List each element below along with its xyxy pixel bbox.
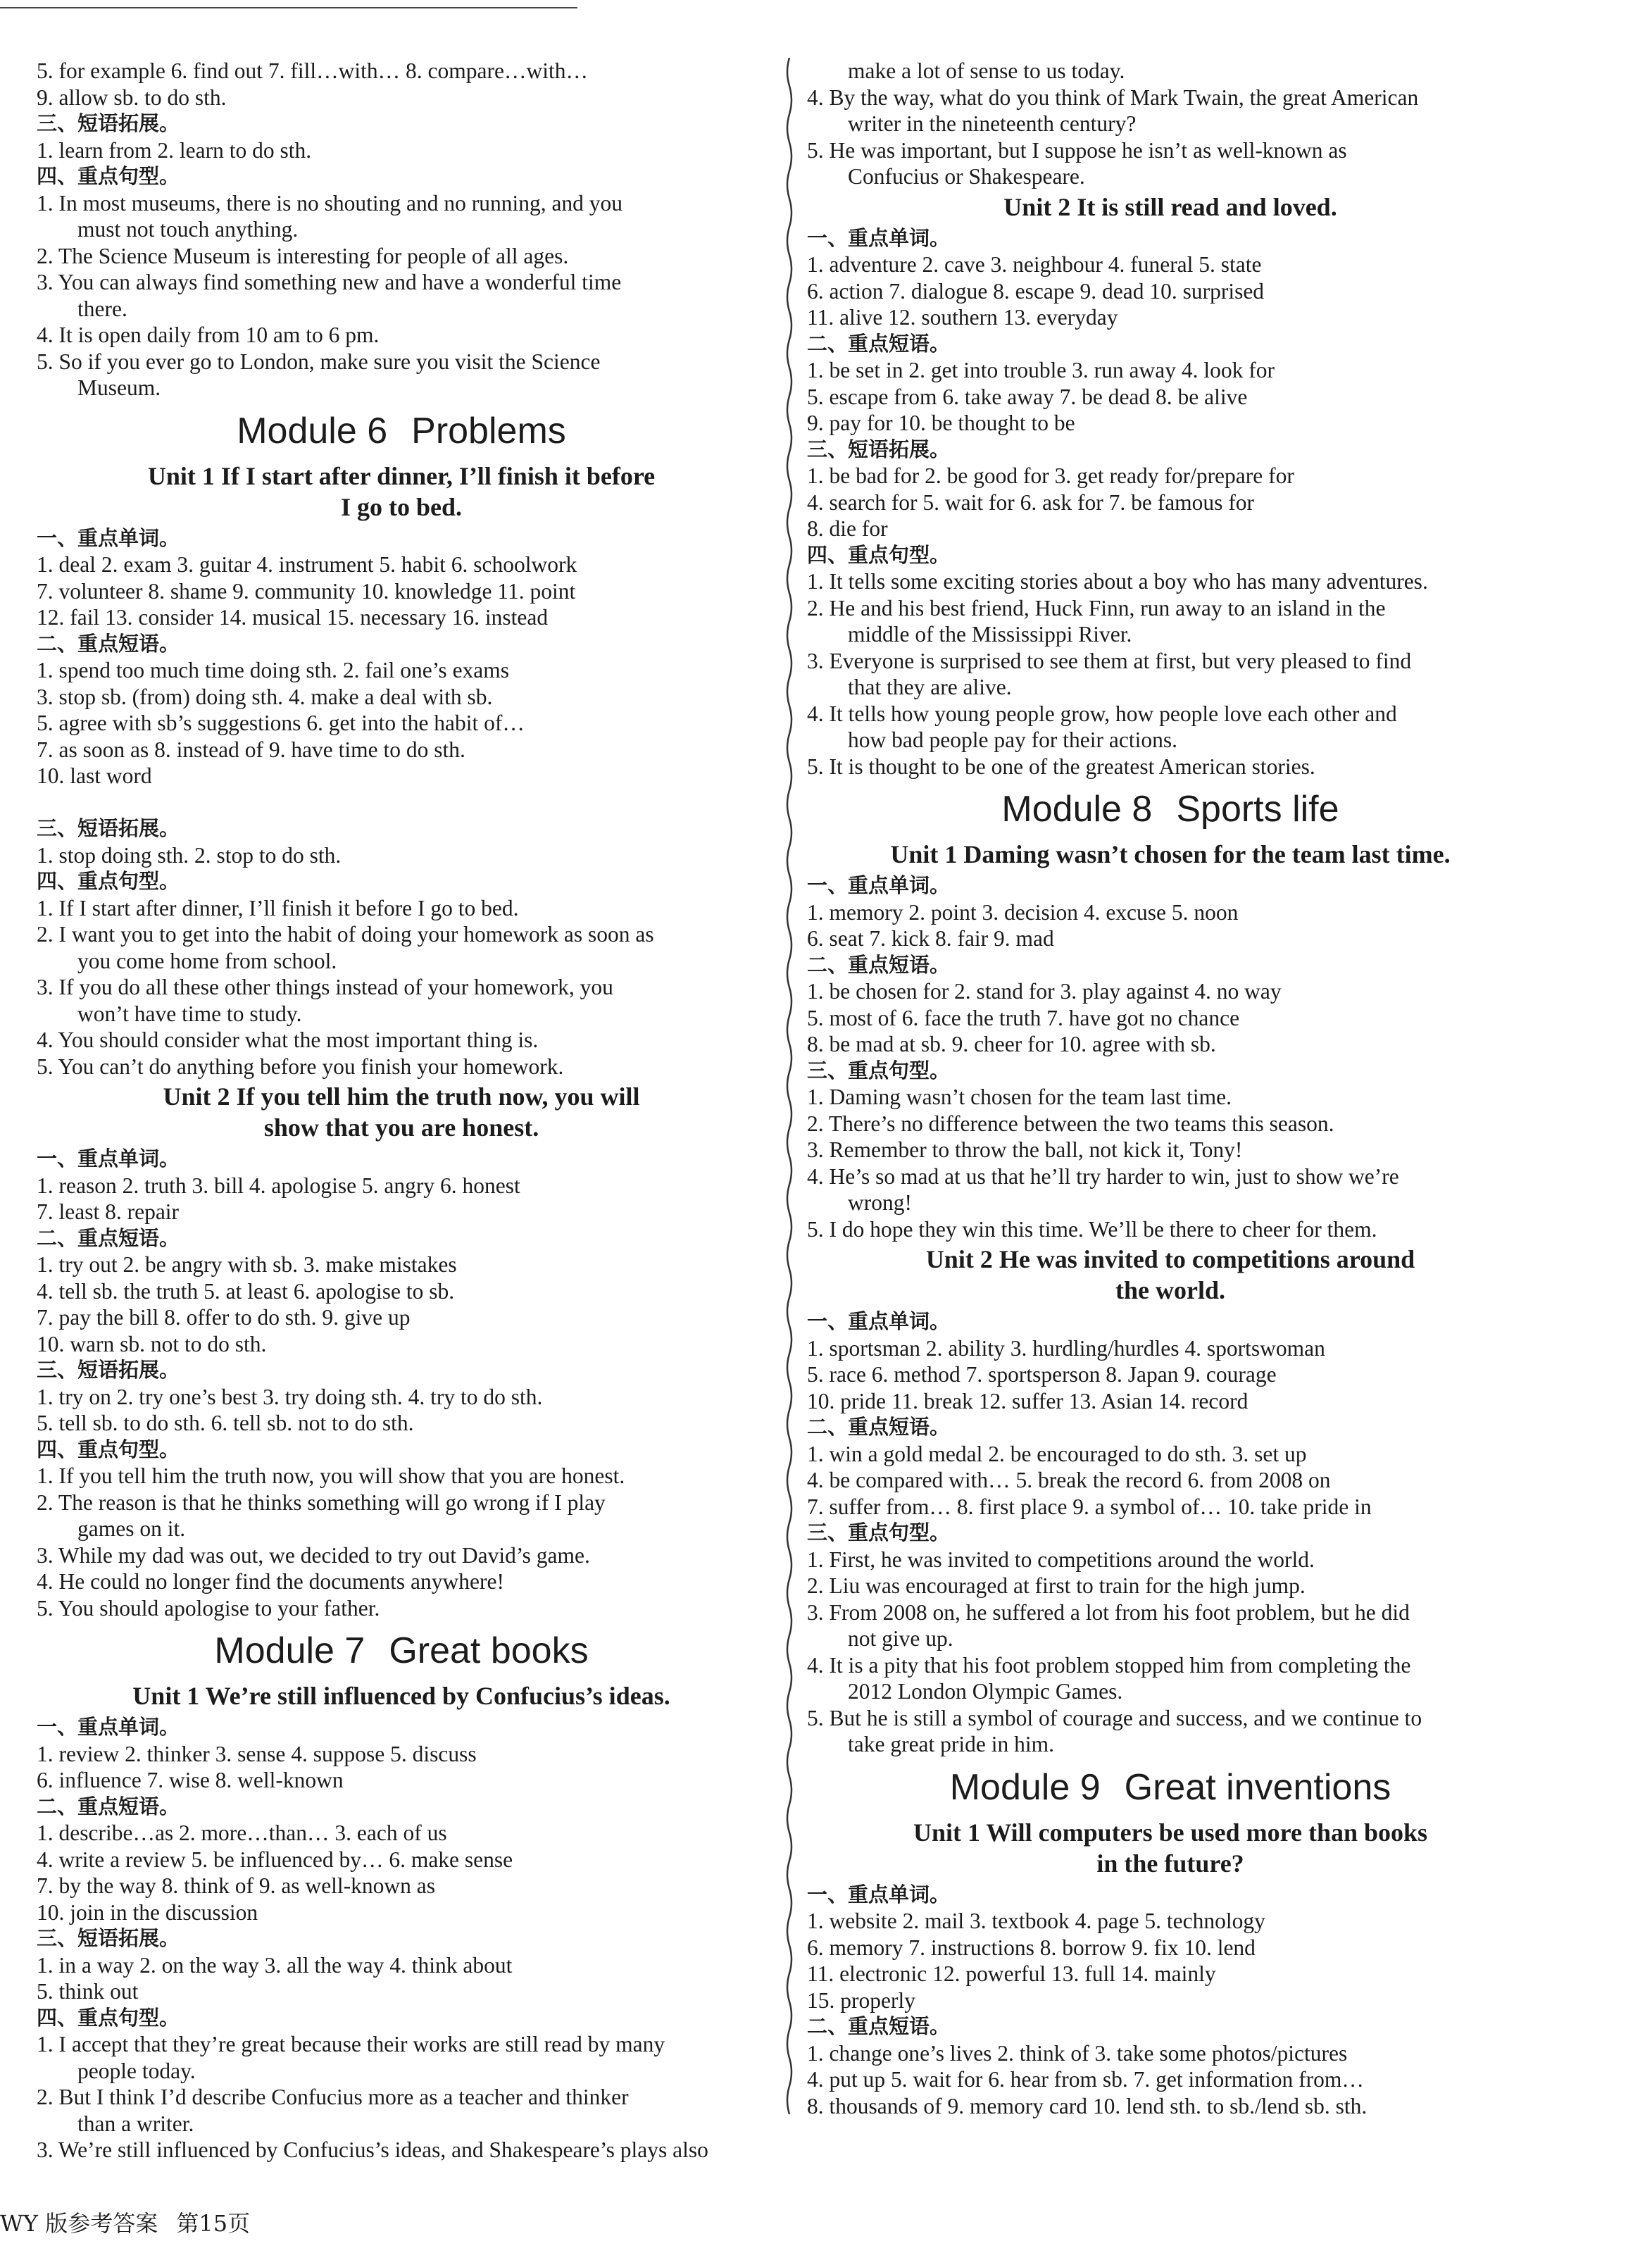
answer-line: 1. In most museums, there is no shouting and no running, and you: [37, 190, 623, 216]
answer-line: 5. I do hope they win this time. We’ll be there to cheer for them.: [807, 1216, 1377, 1242]
answer-line: 1. adventure 2. cave 3. neighbour 4. funeral 5. state: [807, 252, 1262, 277]
answer-line: 5. He was important, but I suppose he isn’t as well-known as: [807, 137, 1347, 163]
answer-line: 12. fail 13. consider 14. musical 15. necessary 16. instead: [37, 605, 549, 630]
section-heading: 三、短语拓展。: [807, 437, 951, 461]
answer-line: 1. describe…as 2. more…than… 3. each of us: [37, 1821, 447, 1845]
module-heading: [807, 1762, 1534, 1813]
answer-line: 5. for example 6. find out 7. fill…with… 8. compare…with…: [37, 58, 588, 83]
answer-line: 1. reason 2. truth 3. bill 4. apologise 5. angry 6. honest: [37, 1173, 520, 1198]
section-heading: 二、重点短语。: [37, 1794, 180, 1818]
answer-line: 4. It is a pity that his foot problem stopped him from completing the: [807, 1652, 1411, 1678]
answer-line: 5. think out: [37, 1979, 139, 2004]
answer-line: 4. It is open daily from 10 am to 6 pm.: [37, 323, 380, 347]
section-heading: 一、重点单词。: [37, 525, 180, 550]
answer-line: 1. If you tell him the truth now, you will show that you are honest.: [37, 1463, 625, 1488]
section-heading: 二、重点短语。: [807, 2014, 951, 2038]
answer-line: 11. electronic 12. powerful 13. full 14. mainly: [807, 1961, 1216, 1986]
section-heading: 一、重点单词。: [37, 1147, 180, 1170]
answer-line-continued: make a lot of sense to us today.: [848, 58, 1125, 83]
answer-line: 7. as soon as 8. instead of 9. have time to do sth.: [37, 737, 465, 762]
answer-line: 7. by the way 8. think of 9. as well-known as: [37, 1873, 436, 1898]
footer-page-number: 第15页: [176, 2210, 251, 2237]
answer-line: 2. But I think I’d describe Confucius more as a teacher and thinker: [37, 2085, 629, 2109]
unit-heading: Unit 1 Daming wasn’t chosen for the team last time.: [890, 840, 1451, 868]
answer-line-continued: people today.: [77, 2058, 196, 2083]
answer-line: 9. allow sb. to do sth.: [37, 85, 227, 110]
section-heading: 二、重点短语。: [37, 631, 180, 656]
answer-line: 1. win a gold medal 2. be encouraged to do sth. 3. set up: [807, 1441, 1307, 1466]
answer-line: 1. I accept that they’re great because their works are still read by many: [37, 2032, 665, 2056]
unit-heading: Unit 2 If you tell him the truth now, you will show that you are honest.: [163, 1082, 640, 1142]
unit-heading: Unit 1 We’re still influenced by Confucius’s ideas.: [132, 1682, 670, 1710]
unit-heading: Unit 2 It is still read and loved.: [1003, 192, 1337, 221]
section-heading: 一、重点单词。: [807, 1882, 951, 1906]
answer-line: 1. be chosen for 2. stand for 3. play against 4. no way: [807, 979, 1282, 1004]
answer-line: 6. memory 7. instructions 8. borrow 9. fix 10. lend: [807, 1935, 1256, 1960]
answer-line: 4. put up 5. wait for 6. hear from sb. 7. get information from…: [807, 2067, 1364, 2092]
answer-line: 1. be set in 2. get into trouble 3. run away 4. look for: [807, 358, 1275, 382]
answer-line: 1. change one’s lives 2. think of 3. take some photos/pictures: [807, 2040, 1348, 2066]
answer-line-continued: writer in the nineteenth century?: [848, 111, 1137, 136]
answer-line: 1. be bad for 2. be good for 3. get ready for/prepare for: [807, 463, 1294, 488]
answer-line: 6. action 7. dialogue 8. escape 9. dead 10. surprised: [807, 278, 1265, 304]
answer-line-continued: won’t have time to study.: [77, 1001, 302, 1026]
section-heading: 二、重点短语。: [807, 1415, 951, 1439]
answer-line-continued: must not touch anything.: [77, 217, 299, 242]
answer-line: 4. write a review 5. be influenced by… 6. make sense: [37, 1847, 513, 1872]
answer-line: 3. If you do all these other things instead of your homework, you: [37, 975, 613, 999]
section-heading: 一、重点单词。: [807, 873, 951, 897]
module-title: Problems: [411, 410, 566, 451]
answer-line: 4. You should consider what the most important thing is.: [37, 1028, 539, 1052]
answer-line: 6. seat 7. kick 8. fair 9. mad: [807, 926, 1054, 951]
answer-line: 3. Everyone is surprised to see them at first, but very pleased to find: [807, 648, 1412, 673]
answer-line: 4. He could no longer find the documents anywhere!: [37, 1569, 504, 1594]
answer-line: 2. He and his best friend, Huck Finn, run away to an island in the: [807, 595, 1386, 620]
module-heading: [37, 1625, 766, 1676]
section-heading: 二、重点短语。: [807, 952, 951, 977]
answer-line-continued: there.: [77, 296, 127, 321]
answer-line-continued: wrong!: [848, 1190, 912, 1215]
answer-line-continued: not give up.: [848, 1626, 953, 1651]
answer-line: 1. try on 2. try one’s best 3. try doing sth. 4. try to do sth.: [37, 1384, 543, 1409]
section-heading: 三、短语拓展。: [37, 816, 180, 840]
answer-line: 2. The reason is that he thinks something will go wrong if I play: [37, 1490, 606, 1515]
answer-line: 8. thousands of 9. memory card 10. lend sth. to sb./lend sb. sth.: [807, 2093, 1368, 2118]
module-title: Great books: [389, 1630, 589, 1671]
answer-line: 3. stop sb. (from) doing sth. 4. make a deal with sb.: [37, 684, 493, 709]
answer-line: 5. So if you ever go to London, make sure you visit the Science: [37, 349, 601, 374]
unit-heading: Unit 2 He was invited to competitions around the world.: [925, 1245, 1415, 1304]
answer-line: 1. website 2. mail 3. textbook 4. page 5. technology: [807, 1909, 1265, 1933]
module-number: Module 8: [1001, 789, 1153, 830]
module-number: Module 7: [214, 1630, 365, 1671]
unit-heading: Unit 1 Will computers be used more than books in the future?: [913, 1818, 1428, 1878]
section-heading: 三、短语拓展。: [37, 1358, 180, 1382]
answer-line: 3. While my dad was out, we decided to try out David’s game.: [37, 1542, 590, 1568]
section-heading: 三、重点句型。: [807, 1058, 951, 1082]
answer-line: 8. die for: [807, 516, 888, 541]
answer-line: 7. least 8. repair: [37, 1199, 180, 1224]
answer-line: 4. search for 5. wait for 6. ask for 7. be famous for: [807, 489, 1255, 515]
section-heading: 四、重点句型。: [37, 1437, 180, 1461]
answer-line: 5. tell sb. to do sth. 6. tell sb. not to do sth.: [37, 1411, 414, 1435]
column-divider: [784, 58, 794, 2128]
answer-line: 2. The Science Museum is interesting for people of all ages.: [37, 243, 569, 268]
answer-line: 2. Liu was encouraged at first to train for the high jump.: [807, 1573, 1306, 1598]
answer-line: 3. You can always find something new and have a wonderful time: [37, 270, 622, 294]
answer-line: 10. warn sb. not to do sth.: [37, 1331, 267, 1356]
answer-line-continued: middle of the Mississippi River.: [848, 622, 1132, 647]
answer-line: 5. race 6. method 7. sportsperson 8. Japan 9. courage: [807, 1362, 1277, 1387]
section-heading: 三、短语拓展。: [37, 111, 180, 135]
answer-line: 8. be mad at sb. 9. cheer for 10. agree with sb.: [807, 1032, 1216, 1056]
answer-line: 5. You can’t do anything before you finish your homework.: [37, 1054, 564, 1079]
section-heading: 三、重点句型。: [807, 1521, 951, 1544]
answer-line: 1. Daming wasn’t chosen for the team last time.: [807, 1085, 1232, 1109]
section-heading: 三、短语拓展。: [37, 1926, 180, 1950]
answer-line-continued: Museum.: [77, 375, 161, 400]
module-title: Great inventions: [1124, 1766, 1391, 1808]
section-heading: 一、重点单词。: [807, 1309, 951, 1333]
answer-line: 7. volunteer 8. shame 9. community 10. knowledge 11. point: [37, 578, 576, 604]
page-footer: [0, 2206, 261, 2238]
answer-line: 9. pay for 10. be thought to be: [807, 411, 1075, 435]
answer-line: 1. First, he was invited to competitions around the world.: [807, 1547, 1315, 1572]
answer-line-continued: you come home from school.: [77, 948, 337, 973]
top-rule: [0, 7, 577, 8]
answer-line: 5. But he is still a symbol of courage and success, and we continue to: [807, 1705, 1422, 1730]
section-heading: 四、重点句型。: [807, 542, 951, 567]
answer-line: 4. be compared with… 5. break the record 6. from 2008 on: [807, 1468, 1331, 1492]
answer-line: 7. suffer from… 8. first place 9. a symbol of… 10. take pride in: [807, 1494, 1372, 1519]
module-number: Module 6: [237, 410, 388, 451]
answer-line: 4. He’s so mad at us that he’ll try harder to win, just to show we’re: [807, 1163, 1399, 1189]
answer-line: 1. If I start after dinner, I’ll finish it before I go to bed.: [37, 895, 519, 920]
section-heading: 四、重点句型。: [37, 2005, 180, 2030]
answer-line-continued: than a writer.: [77, 2111, 194, 2136]
answer-line: 4. By the way, what do you think of Mark Twain, the great American: [807, 85, 1419, 110]
section-heading: 二、重点短语。: [37, 1225, 180, 1250]
answer-line: 1. deal 2. exam 3. guitar 4. instrument 5. habit 6. schoolwork: [37, 552, 577, 577]
section-heading: 二、重点短语。: [807, 331, 951, 356]
unit-heading: Unit 1 If I start after dinner, I’ll finish it before I go to bed.: [147, 461, 656, 521]
answer-line-continued: take great pride in him.: [848, 1732, 1055, 1756]
answer-line: 10. last word: [37, 763, 152, 788]
answer-line: 1. try out 2. be angry with sb. 3. make mistakes: [37, 1252, 457, 1277]
answer-line: 11. alive 12. southern 13. everyday: [807, 305, 1118, 330]
answer-line: 4. It tells how young people grow, how people love each other and: [807, 701, 1397, 726]
answer-line: 1. learn from 2. learn to do sth.: [37, 137, 312, 163]
answer-line: 10. pride 11. break 12. suffer 13. Asian 14. record: [807, 1388, 1249, 1413]
answer-line-continued: games on it.: [77, 1516, 186, 1541]
answer-line: 1. memory 2. point 3. decision 4. excuse 5. noon: [807, 899, 1239, 925]
section-heading: 四、重点句型。: [37, 869, 180, 893]
module-number: Module 9: [949, 1766, 1101, 1808]
answer-line: 3. From 2008 on, he suffered a lot from his foot problem, but he did: [807, 1599, 1410, 1625]
answer-line-continued: how bad people pay for their actions.: [848, 728, 1177, 752]
answer-line: 5. It is thought to be one of the greatest American stories.: [807, 754, 1315, 779]
module-heading: [37, 406, 766, 456]
section-heading: 四、重点句型。: [37, 164, 180, 188]
answer-line: 5. most of 6. face the truth 7. have got no chance: [807, 1005, 1240, 1030]
answer-line: 1. stop doing sth. 2. stop to do sth.: [37, 842, 342, 868]
answer-line: 3. Remember to throw the ball, not kick it, Tony!: [807, 1137, 1243, 1162]
answer-line: 1. spend too much time doing sth. 2. fail one’s exams: [37, 658, 510, 682]
left-column: [37, 58, 766, 2164]
section-heading: 一、重点单词。: [807, 225, 951, 250]
answer-line: 5. You should apologise to your father.: [37, 1595, 380, 1621]
footer-edition: WY 版参考答案: [0, 2210, 158, 2237]
answer-line-continued: 2012 London Olympic Games.: [848, 1679, 1123, 1704]
module-title: Sports life: [1176, 789, 1339, 830]
answer-line: 2. There’s no difference between the two teams this season.: [807, 1111, 1334, 1136]
blank-line: [37, 789, 766, 816]
answer-line: 3. We’re still influenced by Confucius’s ideas, and Shakespeare’s plays also: [37, 2137, 708, 2162]
answer-line: 1. in a way 2. on the way 3. all the way 4. think about: [37, 1952, 513, 1978]
answer-line: 1. review 2. thinker 3. sense 4. suppose 5. discuss: [37, 1741, 477, 1766]
answer-line: 7. pay the bill 8. offer to do sth. 9. give up: [37, 1305, 411, 1330]
answer-line: 6. influence 7. wise 8. well-known: [37, 1768, 344, 1792]
answer-line: 5. escape from 6. take away 7. be dead 8. be alive: [807, 384, 1248, 409]
answer-line: 4. tell sb. the truth 5. at least 6. apologise to sb.: [37, 1278, 455, 1304]
answer-line: 1. sportsman 2. ability 3. hurdling/hurdles 4. sportswoman: [807, 1335, 1325, 1361]
answer-line-continued: Confucius or Shakespeare.: [848, 164, 1085, 189]
module-heading: [807, 784, 1534, 835]
answer-line-continued: that they are alive.: [848, 675, 1012, 699]
answer-line: 15. properly: [807, 1987, 915, 2013]
right-column: [807, 58, 1534, 2119]
answer-line: 5. agree with sb’s suggestions 6. get into the habit of…: [37, 711, 525, 735]
answer-line: 10. join in the discussion: [37, 1899, 258, 1925]
answer-line: 1. It tells some exciting stories about a boy who has many adventures.: [807, 569, 1428, 594]
answer-line: 2. I want you to get into the habit of doing your homework as soon as: [37, 922, 654, 947]
section-heading: 一、重点单词。: [37, 1715, 180, 1739]
